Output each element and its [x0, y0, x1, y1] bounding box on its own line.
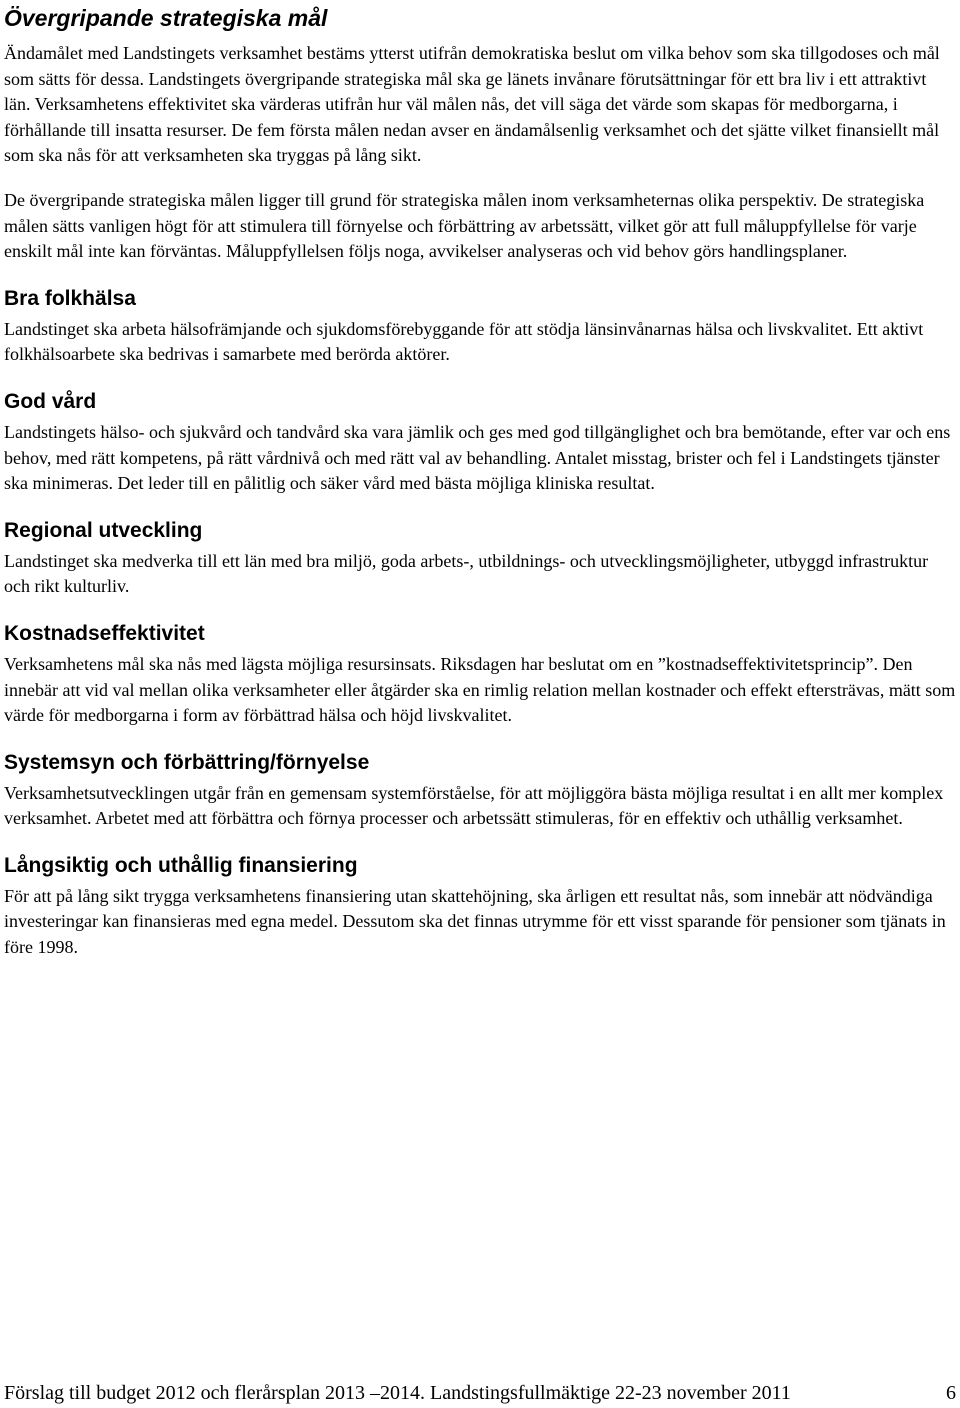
- page-number: 6: [946, 1382, 956, 1404]
- section-text-systemsyn: Verksamhetsutvecklingen utgår från en gemensam systemförståelse, för att möjliggöra bästa möjliga resultat i en allt mer komplex verksamhet. Arbetet med att förbättra och förnya processer och arbetssätt stimuleras, för en effektiv och uthållig verksamhet.: [4, 782, 944, 829]
- section-gap: [4, 832, 956, 853]
- page-title: Övergripande strategiska mål: [4, 5, 328, 31]
- section-heading-god-vard: God vård: [4, 389, 97, 413]
- section-heading-kostnadseffektivitet: Kostnadseffektivitet: [4, 621, 205, 645]
- section-text-regional-utveckling: Landstinget ska medverka till ett län med bra miljö, goda arbets-, utbildnings- och utvecklingsmöjligheter, utbyggd infrastruktur och rikt kulturliv.: [4, 550, 929, 597]
- section-gap: [4, 729, 956, 750]
- section-heading-systemsyn: Systemsyn och förbättring/förnyelse: [4, 750, 370, 774]
- section-text-god-vard: Landstingets hälso- och sjukvård och tandvård ska vara jämlik och ges med god tillgänglighet och bra bemötande, efter var och ens behov, med rätt kompetens, på rätt vårdnivå och med rätt val av behandling. Antalet misstag, brister och fel i Landstingets tjänster ska minimeras. Det leder till en pålitlig och säker vård med bästa möjliga kliniska resultat.: [4, 421, 951, 494]
- intro-paragraph-1: Ändamålet med Landstingets verksamhet bestäms ytterst utifrån demokratiska beslut om vilka behov som ska tillgodoses och mål som sätts för dessa. Landstingets övergripande strategiska mål ska ge länets invånare förutsättningar för ett bra liv i ett attraktivt län. Verksamhetens effektivitet ska värderas utifrån hur väl målen nås, det vill säga det värde som skapas för medborgarna, i förhållande till insatta resurser. De fem första målen nedan avser en ändamålsenlig verksamhet och det sjätte vilket finansiellt mål som ska nås för att verksamheten ska tryggas på lång sikt.: [4, 43, 940, 166]
- section-heading-regional-utveckling: Regional utveckling: [4, 518, 203, 542]
- section-gap: [4, 600, 956, 621]
- section-text-bra-folkhalsa: Landstinget ska arbeta hälsofrämjande och sjukdomsförebyggande för att stödja länsinvånarnas hälsa och livskvalitet. Ett aktivt folkhälsoarbete ska bedrivas i samarbete med berörda aktörer.: [4, 318, 924, 365]
- section-text-kostnadseffektivitet: Verksamhetens mål ska nås med lägsta möjliga resursinsats. Riksdagen har beslutat om en ”kostnadseffektivitetsprincip”. Den innebär att vid val mellan olika verksamheter eller åtgärder ska en rimlig relation mellan kostnader och effekt eftersträvas, mätt som värde för medborgarna i form av förbättrad hälsa och höjd livskvalitet.: [4, 653, 956, 726]
- section-gap: [4, 497, 956, 518]
- intro-paragraph-2: De övergripande strategiska målen ligger till grund för strategiska målen inom verksamheternas olika perspektiv. De strategiska målen sätts vanligen högt för att stimulera till förnyelse och förbättring av arbetssätt, vilket gör att full måluppfyllelse för varje enskilt mål inte kan förväntas. Måluppfyllelsen följs noga, avvikelser analyseras och vid behov görs handlingsplaner.: [4, 189, 925, 262]
- page-footer: [4, 1380, 956, 1406]
- section-text-finansiering: För att på lång sikt trygga verksamhetens finansiering utan skattehöjning, ska årligen ett resultat nås, som innebär att nödvändiga investeringar kan finansieras med egna medel. Dessutom ska det finnas utrymme för ett visst sparande för pensioner som tjänats in före 1998.: [4, 885, 946, 958]
- section-heading-finansiering: Långsiktig och uthållig finansiering: [4, 853, 358, 877]
- footer-text: Förslag till budget 2012 och flerårsplan 2013 –2014. Landstingsfullmäktige 22-23 november 2011: [4, 1382, 791, 1404]
- section-heading-bra-folkhalsa: Bra folkhälsa: [4, 286, 136, 310]
- section-gap: [4, 265, 956, 286]
- paragraph-gap: [4, 169, 956, 188]
- document-page: [4, 0, 956, 961]
- section-gap: [4, 368, 956, 389]
